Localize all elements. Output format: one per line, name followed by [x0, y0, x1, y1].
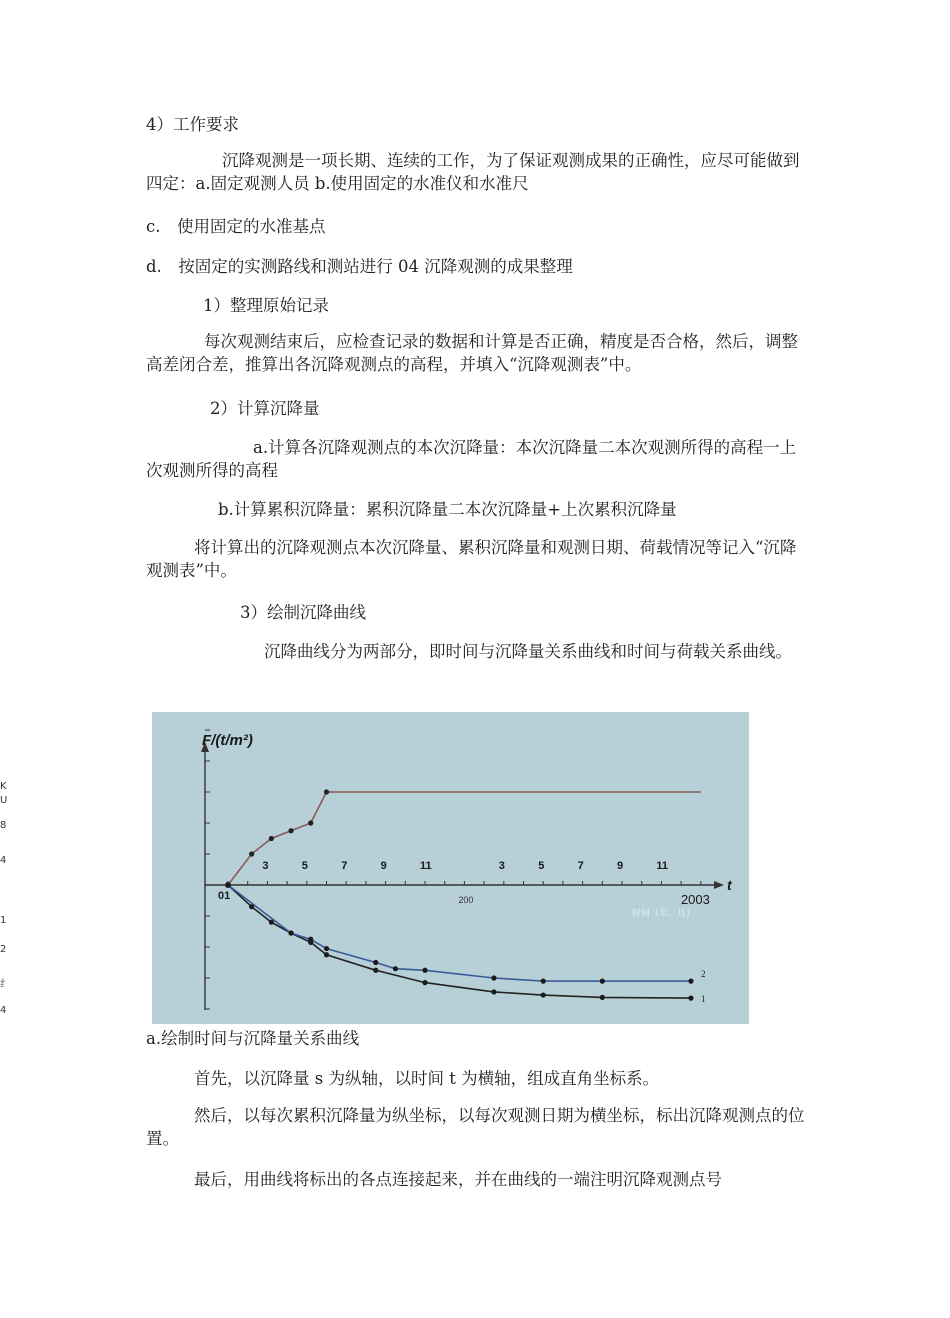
x-tick-label: 3: [262, 860, 269, 872]
subheading-draw-curve: 3）绘制沉降曲线: [240, 603, 366, 622]
paragraph-organize-records: 每次观测结束后，应检查记录的数据和计算是否正确，精度是否合格，然后，调整高差闭合差，推算出各沉降观测点的高程，并填入“沉降观测表”中。: [146, 332, 798, 374]
settlement-series-point-1: [541, 992, 546, 997]
settlement-chart: [152, 712, 749, 1024]
settlement-series-point-1: [422, 980, 427, 985]
edge-fragment: 1: [0, 915, 7, 926]
load-series-point: [308, 820, 313, 825]
x-tick-label: 9: [617, 860, 624, 872]
load-series-point: [324, 789, 329, 794]
settlement-series-point-2: [491, 975, 496, 980]
load-series-point: [269, 836, 274, 841]
paragraph-record-table: 将计算出的沉降观测点本次沉降量、累积沉降量和观测日期、荷载情况等记入“沉降观测表”中。: [146, 538, 797, 580]
x-tick-label: 11: [656, 860, 669, 872]
settlement-series-point-2: [373, 960, 378, 965]
settlement-series-point-1: [688, 996, 693, 1001]
load-series-point: [288, 828, 293, 833]
section-heading-work-requirements: 4）工作要求: [146, 115, 239, 134]
x-tick-label-bottom: 01: [218, 890, 231, 902]
x-tick-label-bottom: 200: [458, 895, 474, 905]
settlement-series-point-2: [688, 979, 693, 984]
edge-fragment: 2: [0, 944, 7, 955]
origin-point: [225, 882, 231, 888]
subheading-compute-settlement: 2）计算沉降量: [210, 399, 320, 418]
series-label-1: 1: [700, 994, 706, 1005]
x-tick-label-bottom: 2003: [680, 892, 710, 907]
list-item-d: d. 按固定的实测路线和测站进行 04 沉降观测的成果整理: [146, 257, 573, 276]
settlement-series-point-2: [288, 930, 293, 935]
settlement-series-point-2: [422, 968, 427, 973]
load-series-line: [228, 792, 701, 885]
figure-caption: a.绘制时间与沉降量关系曲线: [146, 1029, 360, 1048]
x-tick-label: 3: [498, 860, 505, 872]
x-tick-label: 7: [577, 860, 584, 872]
x-axis-label: t: [727, 877, 732, 893]
x-tick-label: 5: [538, 860, 545, 872]
settlement-series-point-1: [269, 920, 274, 925]
paragraph-then: 然后，以每次累积沉降量为纵坐标，以每次观测日期为横坐标，标出沉降观测点的位置。: [146, 1106, 805, 1148]
series-label-2: 2: [700, 969, 706, 980]
x-axis-caption: 时间（年、月）: [632, 909, 696, 919]
subheading-organize-records: 1）整理原始记录: [203, 296, 329, 315]
settlement-series-point-1: [373, 968, 378, 973]
y-axis-label: F/(t/m²): [202, 732, 253, 749]
edge-fragment: 纟: [0, 979, 10, 990]
edge-fragment: 4: [0, 1005, 7, 1016]
settlement-series-point-2: [600, 979, 605, 984]
settlement-series-point-1: [600, 995, 605, 1000]
settlement-series-point-2: [393, 966, 398, 971]
chart-ticks: [205, 712, 710, 1024]
paragraph-cumulative-settlement: b.计算累积沉降量：累积沉降量二本次沉降量+上次累积沉降量: [218, 500, 677, 519]
settlement-series-point-2: [541, 979, 546, 984]
settlement-series-point-1: [491, 989, 496, 994]
list-item-c: c. 使用固定的水准基点: [146, 217, 326, 236]
edge-fragment: K: [0, 781, 7, 792]
load-series-point: [249, 851, 254, 856]
settlement-series-point-2: [324, 946, 329, 951]
x-tick-label: 5: [301, 860, 308, 872]
x-tick-label: 9: [380, 860, 387, 872]
settlement-series-point-2: [308, 937, 313, 942]
edge-fragment: 4: [0, 855, 7, 866]
paragraph-four-fixed: 沉降观测是一项长期、连续的工作，为了保证观测成果的正确性，应尽可能做到四定：a.固定观测人员 b.使用固定的水准仪和水准尺: [146, 151, 800, 193]
edge-fragment: U: [0, 795, 8, 806]
x-axis-arrow: [714, 881, 724, 889]
settlement-series-point-1: [324, 952, 329, 957]
paragraph-curve-parts: 沉降曲线分为两部分，即时间与沉降量关系曲线和时间与荷载关系曲线。: [264, 642, 792, 661]
settlement-series-point-1: [249, 904, 254, 909]
paragraph-current-settlement: a.计算各沉降观测点的本次沉降量：本次沉降量二本次观测所得的高程一上次观测所得的高程: [146, 438, 797, 480]
x-tick-label: 11: [420, 860, 432, 872]
edge-fragment: 8: [0, 820, 7, 831]
chart-axes: [201, 742, 724, 1010]
paragraph-finally: 最后，用曲线将标出的各点连接起来，并在曲线的一端注明沉降观测点号: [194, 1170, 722, 1189]
x-tick-label: 7: [341, 860, 348, 872]
settlement-chart-svg: [152, 712, 749, 1024]
paragraph-first: 首先，以沉降量 s 为纵轴，以时间 t 为横轴，组成直角坐标系。: [194, 1069, 660, 1088]
